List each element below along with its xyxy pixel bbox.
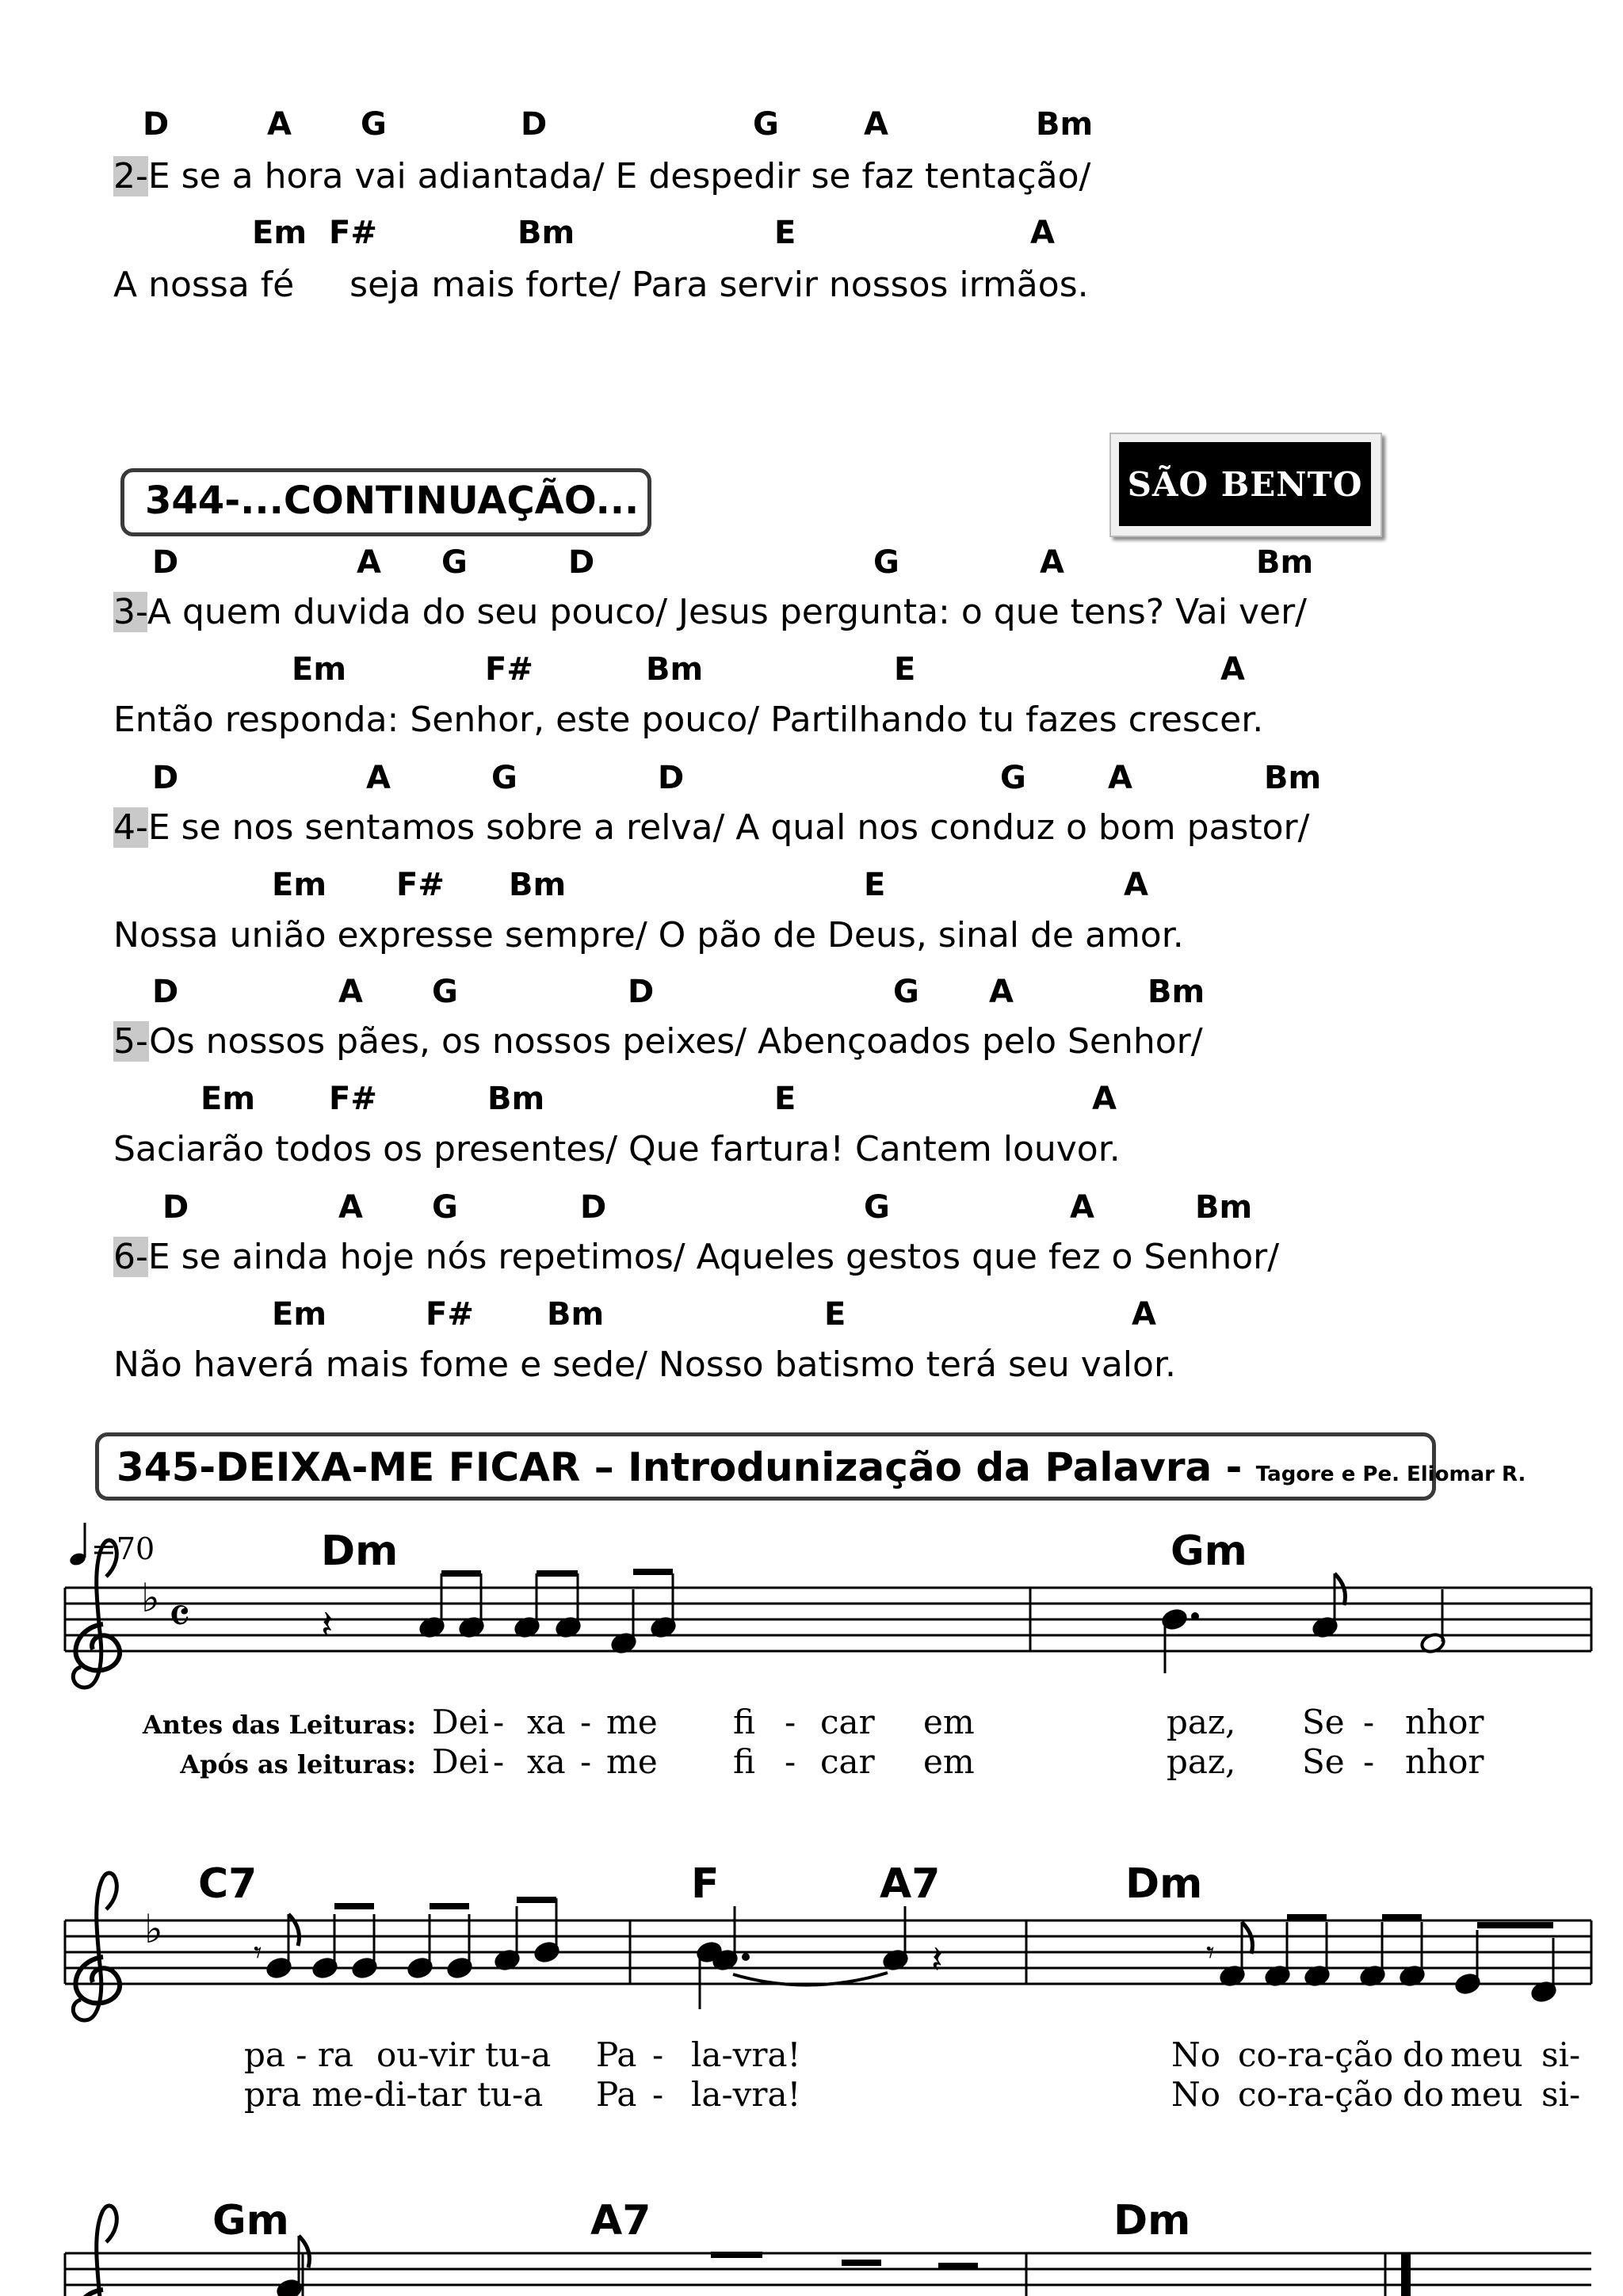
note-flag: [299, 2236, 310, 2267]
verse-2-number: 2-: [113, 156, 148, 196]
verse-4-chord: G: [1000, 760, 1026, 796]
verse-5-chord: G: [893, 974, 919, 1010]
verse-4-chord: D: [658, 760, 685, 796]
lyric-syllable: me: [606, 1742, 658, 1781]
lyric-syllable: -: [580, 1703, 592, 1741]
verse-5-chord: A: [989, 974, 1014, 1010]
lyric-syllable: Dei: [432, 1703, 489, 1741]
verse-4-chord: D: [152, 760, 179, 796]
lyric-syllable: Dei: [432, 1742, 489, 1781]
verse-4-chord: E: [864, 867, 886, 903]
score-chord: A7: [880, 1860, 941, 1908]
verse-4-chord: A: [366, 760, 391, 796]
verse-6-chord: Bm: [1195, 1189, 1253, 1226]
lyric-syllable: -: [580, 1742, 592, 1781]
lyric-syllable: pa - ra: [244, 2035, 353, 2074]
verse-2-chord: A: [864, 106, 888, 143]
key-flat-icon: ♭: [141, 1575, 160, 1621]
verse-6-chord: A: [1132, 1296, 1156, 1333]
lyric-syllable: paz,: [1167, 1742, 1236, 1781]
staff-1: [65, 1540, 1591, 1688]
notes-layer: [254, 1572, 1557, 2296]
lyric-syllable: Pa: [596, 2035, 637, 2074]
lyric-syllable: pra me-di-tar tu-a: [244, 2075, 544, 2114]
verse-5-number: 5-: [113, 1021, 150, 1062]
lyric-syllable: la-vra!: [691, 2035, 801, 2074]
lyric-syllable: meu: [1450, 2035, 1523, 2074]
lyric-syllable: paz,: [1167, 1703, 1236, 1741]
verse-5-line-1: 5-Os nossos pães, os nossos peixes/ Abençoados pelo Senhor/: [113, 1021, 1203, 1062]
lyric-syllable: No: [1171, 2035, 1221, 2074]
score-chord: Dm: [1113, 2197, 1191, 2245]
quarter-rest-icon: 𝄽: [931, 1938, 943, 1982]
verse-5-chord: A: [338, 974, 363, 1010]
verse-4-line-1: 4-E se nos sentamos sobre a relva/ A qual nos conduz o bom pastor/: [113, 807, 1310, 848]
verse-6-chord: D: [580, 1189, 607, 1226]
verse-5-chord: Bm: [487, 1081, 545, 1117]
verse-4-line-2: Nossa união expresse sempre/ O pão de Deus, sinal de amor.: [113, 915, 1184, 955]
score-chord: F: [691, 1860, 720, 1908]
lyric-syllable: xa: [527, 1703, 566, 1741]
verse-3-chord: A: [357, 544, 381, 581]
sao-bento-badge-label: SÃO BENTO: [1119, 442, 1371, 526]
verse-5-chord: A: [1092, 1081, 1117, 1117]
verse-4-chord: A: [1124, 867, 1148, 903]
verse-4-number: 4-: [113, 807, 148, 848]
section-344-title: 344-...CONTINUAÇÃO...: [145, 479, 640, 523]
score-chord: C7: [198, 1860, 258, 1908]
verse-6-number: 6-: [113, 1237, 148, 1277]
verse-3-line-2: Então responda: Senhor, este pouco/ Partilhando tu fazes crescer.: [113, 700, 1264, 740]
lyric-syllable: si-: [1541, 2035, 1581, 2074]
lyric-syllable: -: [652, 2035, 664, 2074]
lyric-syllable: nhor: [1405, 1742, 1484, 1781]
verse-6-chord: Em: [272, 1296, 327, 1333]
note-flag: [1242, 1922, 1253, 1954]
eighth-rest-icon: 𝄾: [1206, 1935, 1215, 1971]
lyric-syllable: -: [785, 1742, 796, 1781]
lyric-syllable: si-: [1541, 2075, 1581, 2114]
score-chord: Gm: [1170, 1527, 1247, 1575]
lyric-syllable: car: [820, 1703, 875, 1741]
common-time-icon: 𝄴: [168, 1588, 191, 1646]
note-dot: [1191, 1612, 1199, 1620]
verse-4-chord: Bm: [509, 867, 567, 903]
quarter-rest-icon: 𝄽: [321, 1602, 334, 1648]
treble-clef-icon: [73, 2206, 120, 2296]
lyric-syllable: car: [820, 1742, 875, 1781]
lyric-syllable: la-vra!: [691, 2075, 801, 2114]
lyric-syllable: fi: [733, 1742, 756, 1781]
verse-2-line-1: 2-E se a hora vai adiantada/ E despedir se faz tentação/: [113, 156, 1091, 196]
verse-3-chord: A: [1220, 651, 1245, 688]
verse-2-chord: Em: [252, 215, 307, 251]
verse-3-line-1: 3-A quem duvida do seu pouco/ Jesus pergunta: o que tens? Vai ver/: [113, 592, 1307, 632]
verse-4-chord: Em: [272, 867, 327, 903]
verse-6-line-1: 6-E se ainda hoje nós repetimos/ Aqueles gestos que fez o Senhor/: [113, 1237, 1280, 1277]
lyric-syllable: meu: [1450, 2075, 1523, 2114]
verse-4-chord: A: [1108, 760, 1132, 796]
verse-3-chord: E: [894, 651, 916, 688]
verse-3-number: 3-: [113, 592, 147, 632]
treble-clef-icon: [73, 1873, 120, 2020]
section-345-title: 345-DEIXA-ME FICAR – Introdunização da Palavra - Tagore e Pe. Eliomar R.: [116, 1444, 1526, 1490]
verse-5-chord: F#: [329, 1081, 377, 1117]
verse-2-chord: Bm: [1036, 106, 1094, 143]
verse-3-chord: D: [568, 544, 595, 581]
note-dot: [742, 1953, 750, 1961]
lyric-syllable: xa: [527, 1742, 566, 1781]
verse-6-chord: Bm: [547, 1296, 605, 1333]
verse-2-chord: G: [753, 106, 779, 143]
staff-2: [65, 1873, 1591, 2020]
verse-2-chord: D: [143, 106, 170, 143]
lyrics-label: Após as leituras:: [180, 1749, 416, 1779]
verse-3-chord: Em: [292, 651, 347, 688]
verse-6-chord: D: [162, 1189, 189, 1226]
lyric-syllable: -: [493, 1742, 505, 1781]
verse-6-chord: A: [1070, 1189, 1094, 1226]
verse-5-chord: Em: [200, 1081, 256, 1117]
verse-3-chord: G: [441, 544, 468, 581]
lyric-syllable: -: [1363, 1742, 1375, 1781]
verse-2-chord: E: [774, 215, 796, 251]
verse-6-chord: E: [824, 1296, 846, 1333]
verse-3-chord: G: [873, 544, 899, 581]
score-chord: A7: [590, 2197, 651, 2245]
lyric-syllable: em: [923, 1742, 975, 1781]
lyric-syllable: fi: [733, 1703, 756, 1741]
verse-5-line-2: Saciarão todos os presentes/ Que fartura! Cantem louvor.: [113, 1129, 1121, 1169]
final-bar-line: [1401, 2253, 1411, 2296]
score-chord: Gm: [212, 2197, 289, 2245]
lyric-syllable: nhor: [1405, 1703, 1484, 1741]
lyrics-label: Antes das Leituras:: [142, 1710, 416, 1740]
verse-4-chord: F#: [396, 867, 445, 903]
verse-3-chord: Bm: [646, 651, 704, 688]
score-chord: Dm: [321, 1527, 399, 1575]
eighth-rest-icon: 𝄾: [254, 1935, 262, 1971]
lyric-syllable: -: [785, 1703, 796, 1741]
verse-6-chord: G: [864, 1189, 890, 1226]
svg-text:=70: =70: [91, 1531, 155, 1566]
verse-3-chord: Bm: [1256, 544, 1314, 581]
verse-5-chord: Bm: [1148, 974, 1205, 1010]
verse-3-chord: F#: [485, 651, 533, 688]
verse-2-chord: D: [521, 106, 548, 143]
verse-5-chord: D: [628, 974, 655, 1010]
verse-5-chord: E: [774, 1081, 796, 1117]
lyric-syllable: No: [1171, 2075, 1221, 2114]
key-flat-icon: ♭: [144, 1906, 163, 1952]
verse-2-chord: A: [267, 106, 292, 143]
lyric-syllable: -: [1363, 1703, 1375, 1741]
lyric-syllable: -: [493, 1703, 505, 1741]
lyric-syllable: Pa: [596, 2075, 637, 2114]
verse-2-chord: G: [361, 106, 387, 143]
lyric-syllable: co-ra-ção: [1238, 2035, 1394, 2074]
lyric-syllable: em: [923, 1703, 975, 1741]
lyric-syllable: ou-vir tu-a: [376, 2035, 552, 2074]
lyric-syllable: do: [1403, 2075, 1445, 2114]
verse-2-chord: Bm: [517, 215, 575, 251]
lyric-syllable: Se: [1302, 1742, 1345, 1781]
verse-2-line-2: A nossa fé seja mais forte/ Para servir nossos irmãos.: [113, 265, 1089, 305]
score-chord: Dm: [1125, 1860, 1203, 1908]
verse-6-chord: A: [338, 1189, 363, 1226]
section-345-credit: Tagore e Pe. Eliomar R.: [1255, 1463, 1526, 1486]
verse-6-chord: F#: [426, 1296, 474, 1333]
note-flag: [288, 1914, 300, 1946]
lyric-syllable: -: [652, 2075, 664, 2114]
lyric-syllable: do: [1403, 2035, 1445, 2074]
verse-6-line-2: Não haverá mais fome e sede/ Nosso batismo terá seu valor.: [113, 1344, 1176, 1385]
verse-5-chord: G: [432, 974, 458, 1010]
verse-3-chord: D: [152, 544, 179, 581]
verse-2-chord: A: [1030, 215, 1055, 251]
lyric-syllable: me: [606, 1703, 658, 1741]
verse-6-chord: G: [432, 1189, 458, 1226]
verse-2-chord: F#: [329, 215, 377, 251]
note-flag: [1335, 1573, 1346, 1605]
lyric-syllable: Se: [1302, 1703, 1345, 1741]
lyric-syllable: co-ra-ção: [1238, 2075, 1394, 2114]
verse-4-chord: Bm: [1264, 760, 1322, 796]
verse-4-chord: G: [491, 760, 517, 796]
tempo-mark: [68, 1523, 155, 1567]
verse-3-chord: A: [1040, 544, 1064, 581]
verse-5-chord: D: [152, 974, 179, 1010]
